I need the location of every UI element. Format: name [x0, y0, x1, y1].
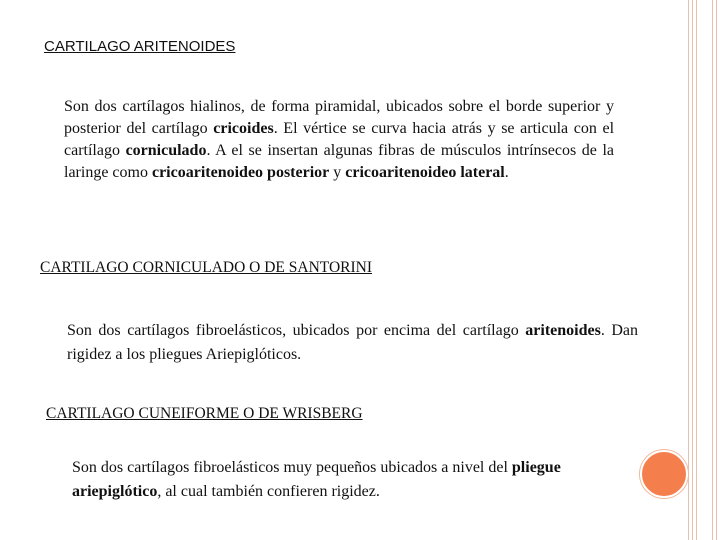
- bold-term: aritenoides: [525, 322, 601, 339]
- text-run: , al cual también confieren rigidez.: [157, 483, 380, 500]
- section-title-corniculado: CARTILAGO CORNICULADO O DE SANTORINI: [40, 259, 373, 276]
- section-body-aritenoides: [64, 96, 614, 184]
- section-title-aritenoides: CARTILAGO ARITENOIDES: [44, 38, 236, 55]
- text-run: Son dos cartílagos hialinos, de forma piramidal, ubicados sobre el borde superior y posterior del cartílago: [64, 98, 614, 137]
- decorative-border-lines: [682, 0, 720, 540]
- section-body-corniculado: [67, 319, 638, 367]
- text-run: Son dos cartílagos fibroelásticos muy pequeños ubicados a nivel del: [72, 459, 512, 476]
- decorative-circle: [640, 450, 688, 498]
- section-title-cuneiforme: CARTILAGO CUNEIFORME O DE WRISBERG: [46, 405, 363, 422]
- text-run: . A el se insertan algunas fibras de músculos intrínsecos de la laringe como: [64, 142, 615, 181]
- section-body-cuneiforme: [72, 456, 592, 504]
- text-run: . El vértice se curva hacia atrás y se articula con el cartílago: [64, 120, 615, 159]
- text-run: .: [504, 164, 509, 181]
- text-run: . Dan rigidez a los pliegues Ariepiglóticos.: [67, 322, 639, 363]
- text-run: y: [329, 164, 346, 181]
- bold-term: pliegue ariepiglótico: [72, 459, 561, 500]
- bold-term: cricoaritenoideo lateral: [345, 164, 505, 181]
- bold-term: cricoides: [213, 120, 274, 137]
- bold-term: corniculado: [125, 142, 207, 159]
- text-run: Son dos cartílagos fibroelásticos, ubicados por encima del cartílago: [67, 322, 526, 339]
- bold-term: cricoaritenoideo posterior: [151, 164, 330, 181]
